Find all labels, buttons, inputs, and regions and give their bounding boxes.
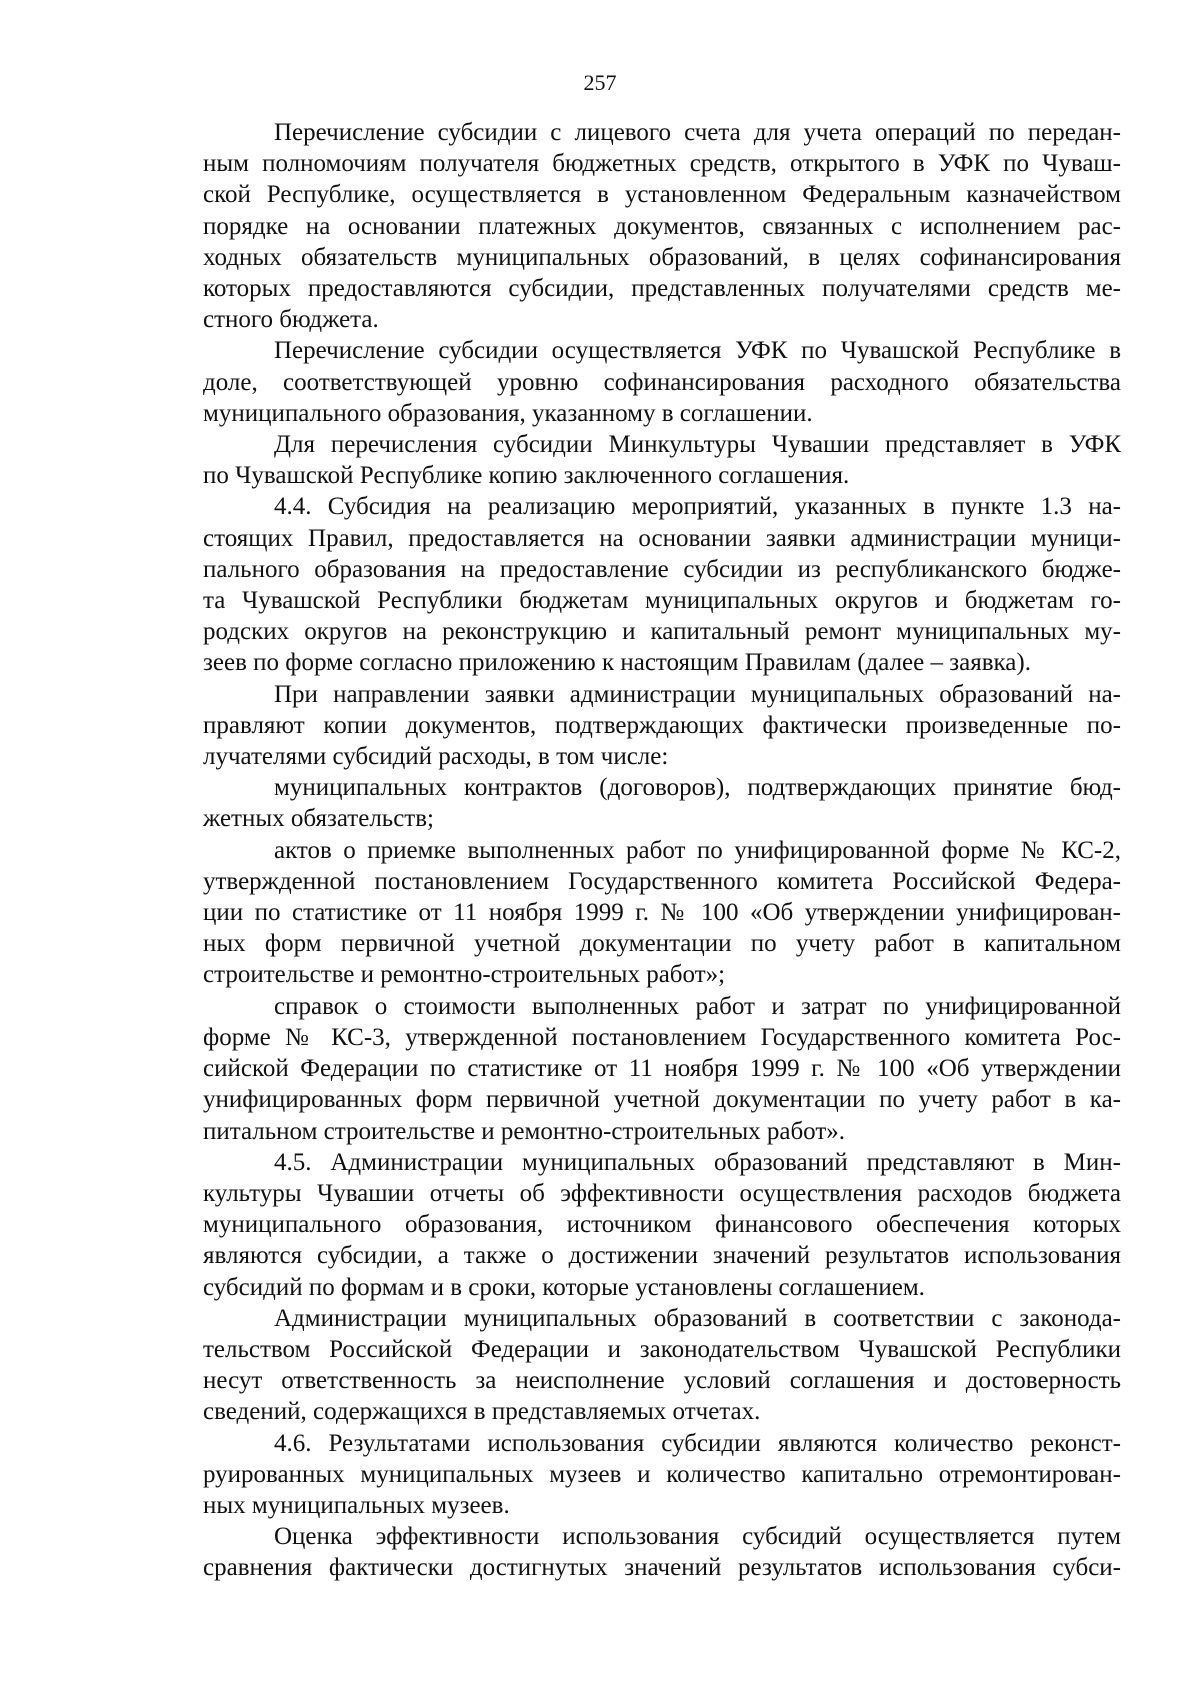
paragraph — [203, 1428, 1121, 1522]
text-line: муниципального образования, указанному в соглашении. — [203, 399, 813, 427]
text-line: пального образования на предоставление субсидии из республиканского бюдже- — [203, 555, 1121, 583]
text-line: порядке на основании платежных документов, связанных с исполнением рас- — [203, 212, 1121, 240]
text-line: лучателями субсидий расходы, в том числе: — [203, 743, 669, 771]
paragraph — [203, 1303, 1121, 1428]
text-line: При направлении заявки администрации муниципальных образований на- — [274, 680, 1121, 708]
text-line: несут ответственность за неисполнение условий соглашения и достоверность — [203, 1367, 1121, 1395]
text-line: ходных обязательств муниципальных образований, в целях софинансирования — [203, 243, 1121, 271]
paragraph — [203, 1521, 1121, 1583]
text-line: Оценка эффективности использования субсидий осуществляется путем — [274, 1523, 1121, 1551]
text-line: руированных муниципальных музеев и количество капитально отремонтирован- — [203, 1460, 1121, 1488]
paragraph — [203, 335, 1121, 429]
text-line: строительстве и ремонтно-строительных работ»; — [203, 961, 726, 989]
text-line: 4.4. Субсидия на реализацию мероприятий, указанных в пункте 1.3 на- — [274, 493, 1121, 521]
text-line: 4.6. Результатами использования субсидии являются количество реконст- — [274, 1429, 1121, 1457]
paragraph — [203, 991, 1121, 1147]
text-line: ции по статистике от 11 ноября 1999 г. № 100 «Об утверждении унифицирован- — [203, 899, 1121, 927]
text-line: муниципального образования, источником финансового обеспечения которых — [203, 1211, 1121, 1239]
text-line: доле, соответствующей уровню софинансирования расходного обязательства — [203, 368, 1121, 396]
text-line: справок о стоимости выполненных работ и затрат по унифицированной — [274, 992, 1121, 1020]
text-line: зеев по форме согласно приложению к настоящим Правилам (далее – заявка). — [203, 649, 1031, 677]
text-line: муниципальных контрактов (договоров), подтверждающих принятие бюд- — [274, 774, 1121, 802]
paragraph — [203, 835, 1121, 991]
text-line: культуры Чувашии отчеты об эффективности осуществления расходов бюджета — [203, 1179, 1121, 1207]
text-line: сийской Федерации по статистике от 11 ноября 1999 г. № 100 «Об утверждении — [203, 1055, 1121, 1083]
text-line: 4.5. Администрации муниципальных образований представляют в Мин- — [274, 1148, 1121, 1176]
text-line: питальном строительстве и ремонтно-строительных работ». — [203, 1117, 846, 1145]
text-line: Администрации муниципальных образований в соответствии с законода- — [274, 1304, 1121, 1332]
text-line: унифицированных форм первичной учетной документации по учету работ в ка- — [203, 1086, 1121, 1114]
text-line: сведений, содержащихся в представляемых отчетах. — [203, 1398, 761, 1426]
text-line: ных муниципальных музеев. — [203, 1491, 510, 1519]
page-number: 257 — [583, 70, 617, 95]
text-line: ных форм первичной учетной документации по учету работ в капитальном — [203, 930, 1121, 958]
paragraph — [203, 117, 1121, 335]
document-body — [203, 117, 1121, 1584]
paragraph — [203, 772, 1121, 834]
paragraph — [203, 429, 1121, 491]
text-line: которых предоставляются субсидии, представленных получателями средств ме- — [203, 275, 1121, 303]
text-line: Перечисление субсидии осуществляется УФК по Чувашской Республике в — [274, 337, 1121, 365]
text-line: Перечисление субсидии с лицевого счета для учета операций по передан- — [274, 119, 1121, 146]
text-line: правляют копии документов, подтверждающих фактически произведенные по- — [203, 711, 1121, 739]
text-line: по Чувашской Республике копию заключенного соглашения. — [203, 462, 850, 490]
text-line: стоящих Правил, предоставляется на основании заявки администрации муници- — [203, 524, 1121, 552]
text-line: сравнения фактически достигнутых значений результатов использования субси- — [203, 1554, 1121, 1582]
text-line: родских округов на реконструкцию и капитальный ремонт муниципальных му- — [203, 618, 1121, 646]
text-line: стного бюджета. — [203, 306, 379, 334]
text-line: та Чувашской Республики бюджетам муниципальных округов и бюджетам го- — [203, 587, 1121, 615]
paragraph — [203, 1147, 1121, 1303]
text-line: жетных обязательств; — [203, 805, 434, 833]
paragraph — [203, 679, 1121, 773]
text-line: Для перечисления субсидии Минкультуры Чувашии представляет в УФК — [274, 431, 1121, 459]
text-line: являются субсидии, а также о достижении значений результатов использования — [203, 1242, 1121, 1270]
text-line: форме № КС-3, утвержденной постановлением Государственного комитета Рос- — [203, 1023, 1121, 1051]
text-line: тельством Российской Федерации и законодательством Чувашской Республики — [203, 1335, 1121, 1363]
text-line: ным полномочиям получателя бюджетных средств, открытого в УФК по Чуваш- — [203, 150, 1121, 178]
paragraph — [203, 491, 1121, 678]
text-line: утвержденной постановлением Государственного комитета Российской Федера- — [203, 867, 1121, 895]
text-line: субсидий по формам и в сроки, которые установлены соглашением. — [203, 1273, 925, 1301]
text-line: актов о приемке выполненных работ по унифицированной форме № КС-2, — [274, 836, 1121, 864]
text-line: ской Республике, осуществляется в установленном Федеральным казначейством — [203, 181, 1121, 209]
